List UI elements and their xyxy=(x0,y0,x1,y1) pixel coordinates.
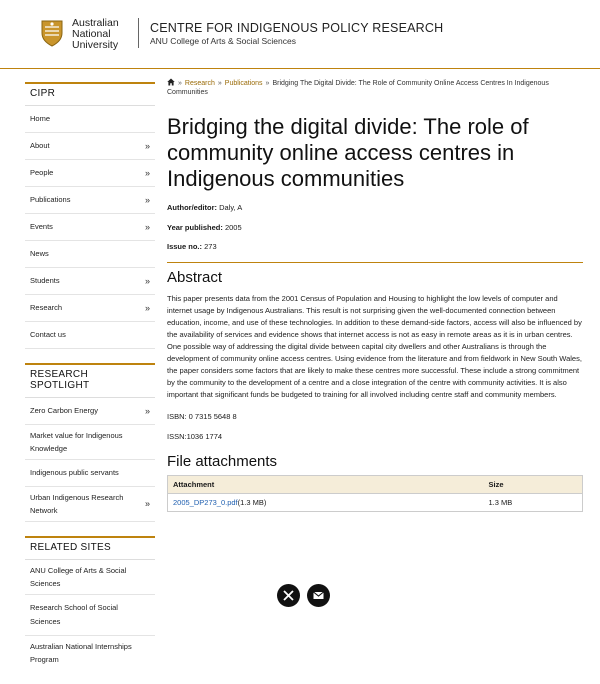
expand-arrow-icon[interactable]: » xyxy=(144,303,150,313)
page-title: Bridging the digital divide: The role of community online access centres in Indigenous communities xyxy=(167,114,529,191)
spotlight-item-zero-carbon[interactable]: Zero Carbon Energy » xyxy=(25,398,155,425)
sidebar-item-research[interactable]: Research » xyxy=(25,295,155,322)
attachments-table xyxy=(167,475,583,512)
year-row: Year published: 2005 xyxy=(167,222,242,232)
x-icon xyxy=(282,589,295,602)
site-header xyxy=(0,0,600,68)
related-item-internships[interactable]: Australian National Internships Program xyxy=(30,642,132,664)
share-email-button[interactable] xyxy=(307,584,330,607)
issue-row: Issue no.: 273 xyxy=(167,242,217,251)
spotlight-item-market-value[interactable]: Market value for Indigenous Knowledge xyxy=(25,425,155,460)
sidebar-related xyxy=(25,536,155,670)
spotlight-item-public-servants[interactable]: Indigenous public servants xyxy=(25,460,155,487)
centre-title[interactable]: CENTRE FOR INDIGENOUS POLICY RESEARCH xyxy=(150,21,444,35)
sidebar xyxy=(25,82,155,684)
attachment-link[interactable]: 2005_DP273_0.pdf xyxy=(173,498,238,507)
section-divider xyxy=(167,262,583,263)
sidebar-heading: CIPR xyxy=(25,82,155,106)
centre-subtitle[interactable]: ANU College of Arts & Social Sciences xyxy=(150,36,296,46)
related-item-rsss[interactable]: Research School of Social Sciences xyxy=(25,595,155,636)
sidebar-cipr xyxy=(25,82,155,349)
author-row: Author/editor: Daly, A xyxy=(167,203,243,212)
sidebar-item-people[interactable]: People » xyxy=(25,160,155,187)
sidebar-item-home[interactable]: Home xyxy=(25,106,155,133)
table-header-row xyxy=(168,476,583,494)
email-icon xyxy=(312,589,325,602)
expand-arrow-icon[interactable]: » xyxy=(144,498,150,509)
expand-arrow-icon[interactable]: » xyxy=(144,406,150,416)
expand-arrow-icon[interactable]: » xyxy=(144,168,150,178)
expand-arrow-icon[interactable]: » xyxy=(144,141,150,151)
share-x-button[interactable] xyxy=(277,584,300,607)
sidebar-item-events[interactable]: Events » xyxy=(25,214,155,241)
sidebar-item-news[interactable]: News xyxy=(25,241,155,268)
attachment-cell: 2005_DP273_0.pdf(1.3 MB) xyxy=(173,498,267,507)
expand-arrow-icon[interactable]: » xyxy=(144,222,150,232)
main-content xyxy=(167,78,583,512)
column-header-size: Size xyxy=(484,476,583,494)
abstract-heading: Abstract xyxy=(167,269,223,286)
size-cell: 1.3 MB xyxy=(488,498,513,507)
abstract-text: This paper presents data from the 2001 Census of Population and Housing to highlight the low levels of computer and internet usage by Indigenous Australians. This result is not surprising given the well-documented connection between education, income, and use of these technologies. In addition to these demand-side factors, access will also be influenced by the availability of services and evidence shows that internet access is not as easy in remote areas as it is in urban centres. One possible way of addressing the digital divide between capital city dwellers and other Australians is through the development of community online access centres. Using evidence from the literature and from fieldwork in New South Wales, the paper considers some factors that are likely to make these centres more successful. These include a strong commitment by the community to the development of a centre and a close integration of the centre with community activities. It is also important that significant funds be budgeted to training for all involved including centre staff and community members. xyxy=(167,294,582,399)
breadcrumb: » Research » Publications » Bridging The Digital Divide: The Role of Community Online Access Centres In Indigenous Communities xyxy=(167,80,549,96)
sidebar-item-about[interactable]: About » xyxy=(25,133,155,160)
sidebar-item-contact[interactable]: Contact us xyxy=(25,322,155,349)
expand-arrow-icon[interactable]: » xyxy=(144,276,150,286)
anu-crest-icon[interactable] xyxy=(40,19,64,47)
attachments-heading: File attachments xyxy=(167,453,278,470)
expand-arrow-icon[interactable]: » xyxy=(144,195,150,205)
home-icon[interactable] xyxy=(167,78,175,86)
column-header-attachment: Attachment xyxy=(168,476,484,494)
isbn: ISBN: 0 7315 5648 8 xyxy=(167,412,237,421)
sidebar-heading: RESEARCH SPOTLIGHT xyxy=(25,363,155,398)
sidebar-item-students[interactable]: Students » xyxy=(25,268,155,295)
publication-meta xyxy=(167,202,583,252)
table-row xyxy=(168,494,583,512)
sidebar-heading: RELATED SITES xyxy=(25,536,155,560)
spotlight-item-urban-network[interactable]: Urban Indigenous Research Network » xyxy=(25,487,155,522)
breadcrumb-publications[interactable]: Publications xyxy=(224,80,263,87)
breadcrumb-research[interactable]: Research xyxy=(184,80,215,87)
header-divider xyxy=(138,18,139,48)
related-item-cass[interactable]: ANU College of Arts & Social Sciences xyxy=(25,560,155,595)
breadcrumb-current: Bridging The Digital Divide: The Role of Community Online Access Centres In Indigenous Communities xyxy=(167,80,549,96)
sidebar-spotlight xyxy=(25,363,155,522)
issn: ISSN:1036 1774 xyxy=(167,432,223,441)
university-name[interactable]: Australian National University xyxy=(72,17,119,51)
header-rule xyxy=(0,68,600,69)
sidebar-item-publications[interactable]: Publications » xyxy=(25,187,155,214)
